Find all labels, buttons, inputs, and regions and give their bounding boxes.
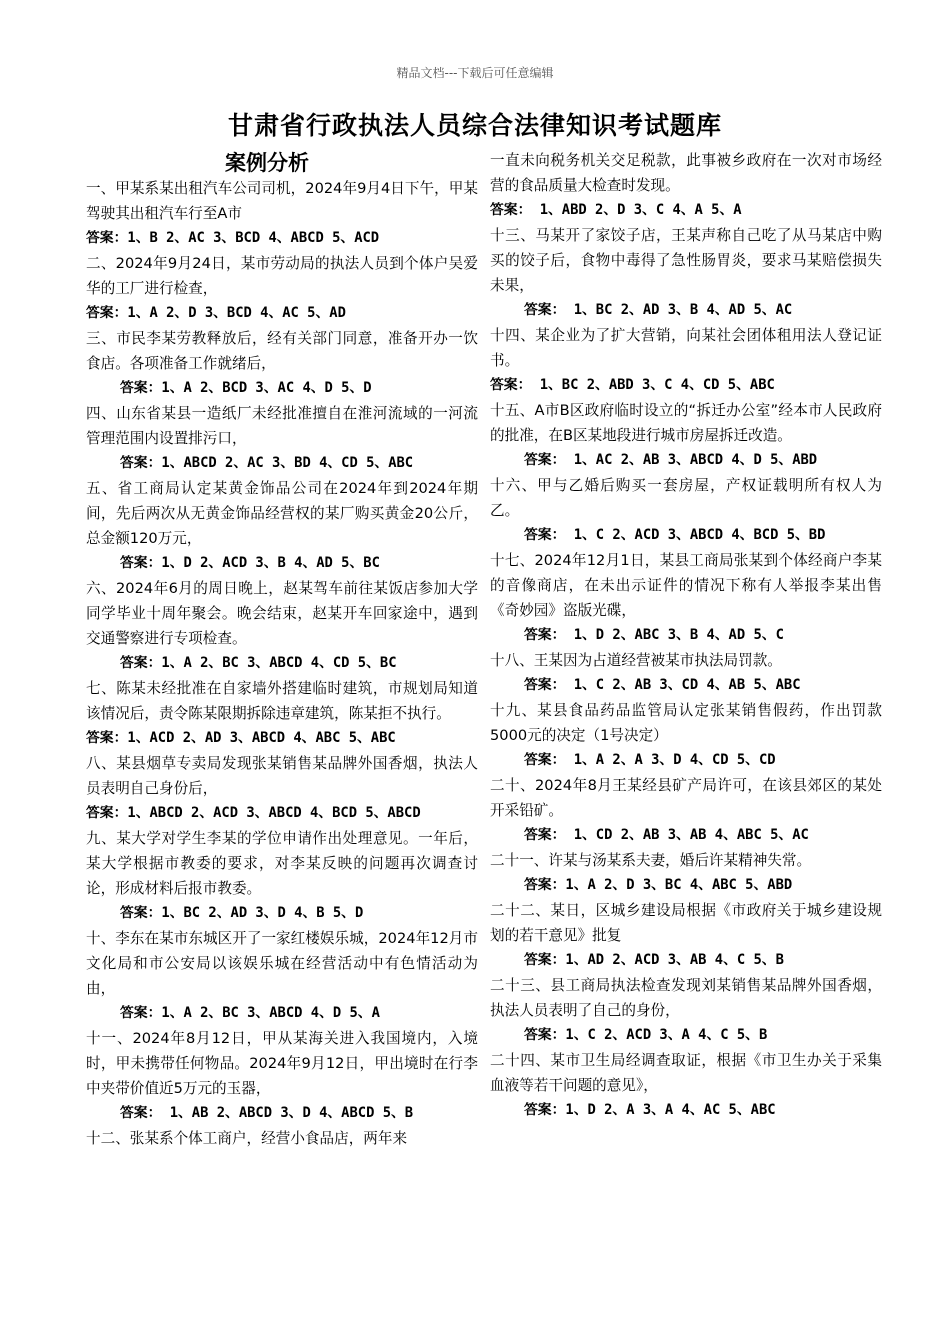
case-paragraph: 十一、2024年8月12日，甲从某海关进入我国境内，入境时，甲未携带任何物品。2024年9月12日，甲出境时在行李中夹带价值近5万元的玉器， xyxy=(86,1030,478,1097)
case-paragraph: 十六、甲与乙婚后购买一套房屋，产权证载明所有权人为乙。 xyxy=(490,477,882,519)
case-paragraph: 十四、某企业为了扩大营销，向某社会团体租用法人登记证书。 xyxy=(490,327,882,369)
answer-line: 答案：1、B 2、AC 3、BCD 4、ABCD 5、ACD xyxy=(86,230,380,246)
case-paragraph: 十七、2024年12月1日，某县工商局张某到个体经商户李某的音像商店，在未出示证件的情况下称有人举报李某出售《奇妙园》盗版光碟， xyxy=(490,552,882,619)
answer-line: 答案： 1、C 2、ACD 3、ABCD 4、BCD 5、BD xyxy=(524,527,826,543)
document-title: 甘肃省行政执法人员综合法律知识考试题库 xyxy=(227,111,722,140)
answer-line: 答案： 1、D 2、ABC 3、B 4、AD 5、C xyxy=(524,627,784,643)
case-paragraph: 十三、马某开了家饺子店，王某声称自己吃了从马某店中购买的饺子后，食物中毒得了急性肠胃炎，要求马某赔偿损失未果， xyxy=(490,227,882,294)
case-paragraph: 二十一、许某与汤某系夫妻，婚后许某精神失常。 xyxy=(490,852,812,869)
case-paragraph: 八、某县烟草专卖局发现张某销售某品牌外国香烟，执法人员表明自己身份后， xyxy=(86,755,478,797)
right-column-body xyxy=(490,148,882,1123)
case-paragraph: 五、省工商局认定某黄金饰品公司在2024年到2024年期间，先后两次从无黄金饰品经营权的某厂购买黄金20公斤，总金额120万元， xyxy=(86,480,478,547)
section-heading: 案例分析 xyxy=(225,151,309,175)
case-paragraph: 十五、A市B区政府临时设立的“拆迁办公室”经本市人民政府的批准，在B区某地段进行城市房屋拆迁改造。 xyxy=(490,402,882,444)
case-paragraph: 十九、某县食品药品监管局认定张某销售假药，作出罚款5000元的决定（1号决定） xyxy=(490,702,882,744)
answer-line: 答案：1、AD 2、ACD 3、AB 4、C 5、B xyxy=(524,952,784,968)
answer-line: 答案： 1、AC 2、AB 3、ABCD 4、D 5、ABD xyxy=(524,452,818,468)
answer-line: 答案： 1、AB 2、ABCD 3、D 4、ABCD 5、B xyxy=(120,1105,414,1121)
answer-line: 答案： 1、BC 2、ABD 3、C 4、CD 5、ABC xyxy=(490,377,775,393)
case-paragraph: 三、市民李某劳教释放后，经有关部门同意，准备开办一饮食店。各项准备工作就绪后， xyxy=(86,330,478,372)
case-paragraph: 二十三、县工商局执法检查发现刘某销售某品牌外国香烟，执法人员表明了自己的身份， xyxy=(490,977,882,1019)
case-paragraph: 二十、2024年8月王某经县矿产局许可，在该县郊区的某处开采铅矿。 xyxy=(490,777,882,819)
case-paragraph: 十八、王某因为占道经营被某市执法局罚款。 xyxy=(490,652,782,669)
left-column-body xyxy=(86,176,478,1151)
case-paragraph: 九、某大学对学生李某的学位申请作出处理意见。一年后，某大学根据市教委的要求，对李某反映的问题再次调查讨论，形成材料后报市教委。 xyxy=(86,830,478,897)
answer-line: 答案：1、A 2、BC 3、ABCD 4、CD 5、BC xyxy=(120,655,397,671)
answer-line: 答案：1、A 2、D 3、BC 4、ABC 5、ABD xyxy=(524,877,793,893)
right-column xyxy=(490,148,882,1123)
answer-line: 答案：1、ACD 2、AD 3、ABCD 4、ABC 5、ABC xyxy=(86,730,396,746)
case-paragraph: 二、2024年9月24日，某市劳动局的执法人员到个体户吴爱华的工厂进行检查， xyxy=(86,255,478,297)
answer-line: 答案： 1、CD 2、AB 3、AB 4、ABC 5、AC xyxy=(524,827,809,843)
answer-line: 答案：1、D 2、A 3、A 4、AC 5、ABC xyxy=(524,1102,776,1118)
answer-line: 答案：1、BC 2、AD 3、D 4、B 5、D xyxy=(120,905,364,921)
case-paragraph: 十、李东在某市东城区开了一家红楼娱乐城，2024年12月市文化局和市公安局以该娱乐城在经营活动中有色情活动为由， xyxy=(86,930,478,997)
answer-line: 答案：1、D 2、ACD 3、B 4、AD 5、BC xyxy=(120,555,380,571)
case-paragraph: 十二、张某系个体工商户，经营小食品店，两年来 xyxy=(86,1130,408,1147)
case-paragraph: 四、山东省某县一造纸厂未经批准擅自在淮河流域的一河流管理范围内设置排污口， xyxy=(86,405,478,447)
answer-line: 答案： 1、C 2、AB 3、CD 4、AB 5、ABC xyxy=(524,677,801,693)
case-paragraph: 一直未向税务机关交足税款，此事被乡政府在一次对市场经营的食品质量大检查时发现。 xyxy=(490,152,882,194)
answer-line: 答案： 1、BC 2、AD 3、B 4、AD 5、AC xyxy=(524,302,793,318)
page-header-note: 精品文档---下载后可任意编辑 xyxy=(396,66,554,80)
answer-line: 答案：1、A 2、BCD 3、AC 4、D 5、D xyxy=(120,380,372,396)
answer-line: 答案：1、ABCD 2、ACD 3、ABCD 4、BCD 5、ABCD xyxy=(86,805,421,821)
answer-line: 答案：1、A 2、D 3、BCD 4、AC 5、AD xyxy=(86,305,346,321)
case-paragraph: 二十四、某市卫生局经调查取证，根据《市卫生办关于采集血液等若干问题的意见》， xyxy=(490,1052,882,1094)
answer-line: 答案：1、A 2、BC 3、ABCD 4、D 5、A xyxy=(120,1005,380,1021)
answer-line: 答案：1、C 2、ACD 3、A 4、C 5、B xyxy=(524,1027,768,1043)
answer-line: 答案：1、ABCD 2、AC 3、BD 4、CD 5、ABC xyxy=(120,455,414,471)
left-column xyxy=(86,148,478,1151)
case-paragraph: 七、陈某未经批准在自家墙外搭建临时建筑，市规划局知道该情况后，责令陈某限期拆除违章建筑，陈某拒不执行。 xyxy=(86,680,478,722)
case-paragraph: 二十二、某日，区城乡建设局根据《市政府关于城乡建设规划的若干意见》批复 xyxy=(490,902,882,944)
case-paragraph: 六、2024年6月的周日晚上，赵某驾车前往某饭店参加大学同学毕业十周年聚会。晚会结束，赵某开车回家途中，遇到交通警察进行专项检查。 xyxy=(86,580,478,647)
answer-line: 答案： 1、ABD 2、D 3、C 4、A 5、A xyxy=(490,202,742,218)
case-paragraph: 一、甲某系某出租汽车公司司机，2024年9月4日下午，甲某驾驶其出租汽车行至A市 xyxy=(86,180,478,222)
answer-line: 答案： 1、A 2、A 3、D 4、CD 5、CD xyxy=(524,752,776,768)
